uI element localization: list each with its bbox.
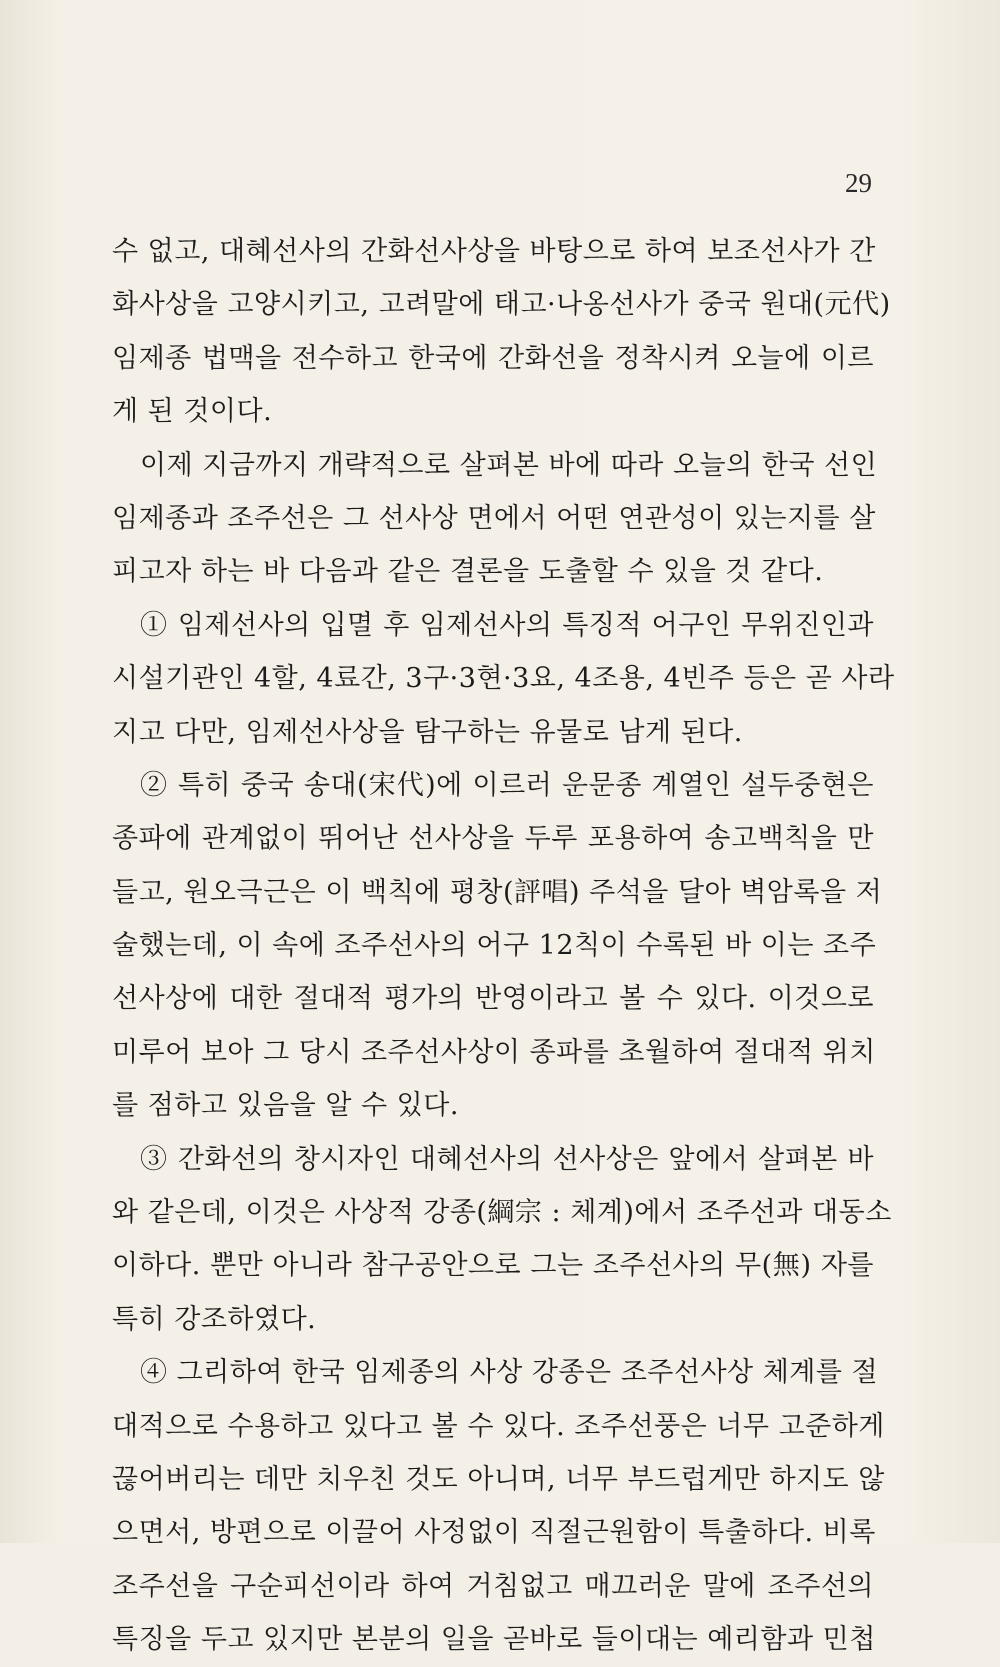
text-line: 임제종과 조주선은 그 선사상 면에서 어떤 연관성이 있는지를 살 bbox=[112, 502, 876, 534]
text-line: 수 없고, 대혜선사의 간화선사상을 바탕으로 하여 보조선사가 간 bbox=[112, 236, 876, 267]
text-line: 이제 지금까지 개략적으로 살펴본 바에 따라 오늘의 한국 선인 bbox=[140, 449, 878, 481]
body-text bbox=[112, 225, 895, 1667]
text-line: ④ 그리하여 한국 임제종의 사상 강종은 조주선사상 체계를 절 bbox=[140, 1357, 879, 1389]
text-line: 이하다. 뿐만 아니라 참구공안으로 그는 조주선사의 무(無) 자를 bbox=[112, 1250, 874, 1282]
page-number: 29 bbox=[845, 168, 872, 198]
text-line: 대적으로 수용하고 있다고 볼 수 있다. 조주선풍은 너무 고준하게 bbox=[112, 1410, 885, 1442]
text-line: 으면서, 방편으로 이끌어 사정없이 직절근원함이 특출하다. 비록 bbox=[112, 1517, 876, 1549]
text-line: 술했는데, 이 속에 조주선사의 어구 12칙이 수록된 바 이는 조주 bbox=[112, 930, 877, 962]
text-line: 종파에 관계없이 뛰어난 선사상을 두루 포용하여 송고백칙을 만 bbox=[112, 823, 874, 855]
text-line: 임제종 법맥을 전수하고 한국에 간화선을 정착시켜 오늘에 이르 bbox=[112, 342, 874, 374]
text-line: 시설기관인 4할, 4료간, 3구·3현·3요, 4조용, 4빈주 등은 곧 사라 bbox=[112, 663, 895, 695]
text-line: ③ 간화선의 창시자인 대혜선사의 선사상은 앞에서 살펴본 바 bbox=[140, 1143, 874, 1175]
text-line: ② 특히 중국 송대(宋代)에 이르러 운문종 계열인 설두중현은 bbox=[140, 769, 874, 801]
text-line: 조주선을 구순피선이라 하여 거침없고 매끄러운 말에 조주선의 bbox=[112, 1570, 874, 1602]
text-line: 게 된 것이다. bbox=[112, 396, 273, 428]
text-line: 지고 다만, 임제선사상을 탐구하는 유물로 남게 된다. bbox=[112, 716, 743, 748]
text-line: 들고, 원오극근은 이 백칙에 평창(評唱) 주석을 달아 벽암록을 저 bbox=[112, 876, 883, 908]
text-line: ① 임제선사의 입멸 후 임제선사의 특징적 어구인 무위진인과 bbox=[140, 609, 874, 641]
text-line: 선사상에 대한 절대적 평가의 반영이라고 볼 수 있다. 이것으로 bbox=[112, 983, 874, 1015]
text-line: 특히 강조하였다. bbox=[112, 1303, 317, 1335]
text-line: 와 같은데, 이것은 사상적 강종(綱宗 : 체계)에서 조주선과 대동소 bbox=[112, 1197, 892, 1229]
text-line: 끊어버리는 데만 치우친 것도 아니며, 너무 부드럽게만 하지도 않 bbox=[112, 1463, 885, 1495]
text-line: 미루어 보아 그 당시 조주선사상이 종파를 초월하여 절대적 위치 bbox=[112, 1036, 876, 1068]
text-line: 화사상을 고양시키고, 고려말에 태고·나옹선사가 중국 원대(元代) bbox=[112, 289, 891, 321]
text-line: 피고자 하는 바 다음과 같은 결론을 도출할 수 있을 것 같다. bbox=[112, 556, 824, 588]
text-line: 특징을 두고 있지만 본분의 일을 곧바로 들이대는 예리함과 민첩 bbox=[112, 1624, 876, 1656]
text-line: 를 점하고 있음을 알 수 있다. bbox=[112, 1090, 459, 1122]
